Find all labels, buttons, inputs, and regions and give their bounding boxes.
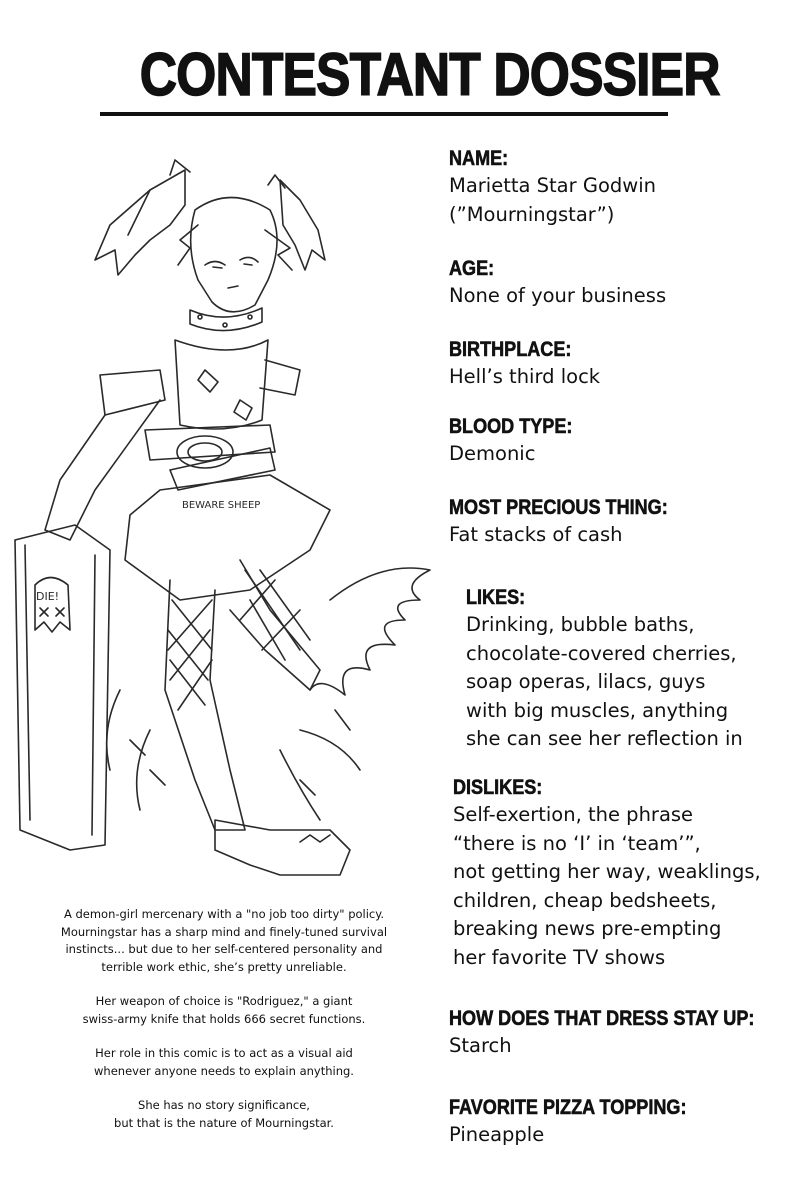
- field-likes: [466, 585, 743, 754]
- field-dress: [449, 1006, 794, 1061]
- precious-label: MOST PRECIOUS THING:: [449, 496, 668, 519]
- name-value: Marietta Star Godwin (”Mourningstar”): [449, 174, 656, 226]
- sword-text: DIE!: [36, 590, 60, 603]
- character-sketch: [0, 130, 440, 890]
- blood-type-value: Demonic: [449, 442, 536, 465]
- dislikes-value: Self-exertion, the phrase “there is no ‘I’ in ‘team’”, not getting her way, weaklings, children, cheap bedsheets, breaking news pre-empting her favorite TV shows: [453, 803, 761, 969]
- pizza-value: Pineapple: [449, 1123, 545, 1146]
- birthplace-label: BIRTHPLACE:: [449, 338, 572, 361]
- belt-text: BEWARE SHEEP: [182, 500, 261, 511]
- title-underline: [100, 112, 668, 116]
- description-paragraph: A demon-girl mercenary with a "no job too dirty" policy. Mourningstar has a sharp mind and finely-tuned survival instincts... but due to her self-centered personality and terrible work ethic, she’s pretty unreliable.: [60, 907, 388, 974]
- character-description: [40, 906, 408, 1149]
- field-age: [449, 256, 666, 311]
- description-paragraph: Her role in this comic is to act as a visual aid whenever anyone needs to explain anything.: [94, 1046, 354, 1078]
- field-pizza-topping: [449, 1095, 725, 1150]
- name-label: NAME:: [449, 147, 509, 170]
- blood-type-label: BLOOD TYPE:: [449, 415, 573, 438]
- dress-value: Starch: [449, 1034, 512, 1057]
- precious-value: Fat stacks of cash: [449, 523, 623, 546]
- description-paragraph: Her weapon of choice is "Rodriguez," a giant swiss-army knife that holds 666 secret functions.: [82, 994, 366, 1026]
- field-most-precious-thing: [449, 495, 703, 550]
- field-blood-type: [449, 414, 593, 469]
- likes-label: LIKES:: [466, 586, 526, 609]
- likes-value: Drinking, bubble baths, chocolate-covered cherries, soap operas, lilacs, guys with big muscles, anything she can see her reflection in: [466, 613, 743, 750]
- age-label: AGE:: [449, 257, 495, 280]
- field-dislikes: [453, 775, 761, 972]
- field-birthplace: [449, 337, 600, 392]
- description-paragraph: She has no story significance, but that is the nature of Mourningstar.: [114, 1098, 334, 1130]
- dislikes-label: DISLIKES:: [453, 776, 543, 799]
- page-title: CONTESTANT DOSSIER: [139, 41, 720, 108]
- field-name: [449, 146, 656, 229]
- age-value: None of your business: [449, 284, 667, 307]
- pizza-label: FAVORITE PIZZA TOPPING:: [449, 1096, 687, 1119]
- dress-label: HOW DOES THAT DRESS STAY UP:: [449, 1007, 755, 1030]
- birthplace-value: Hell’s third lock: [449, 365, 601, 388]
